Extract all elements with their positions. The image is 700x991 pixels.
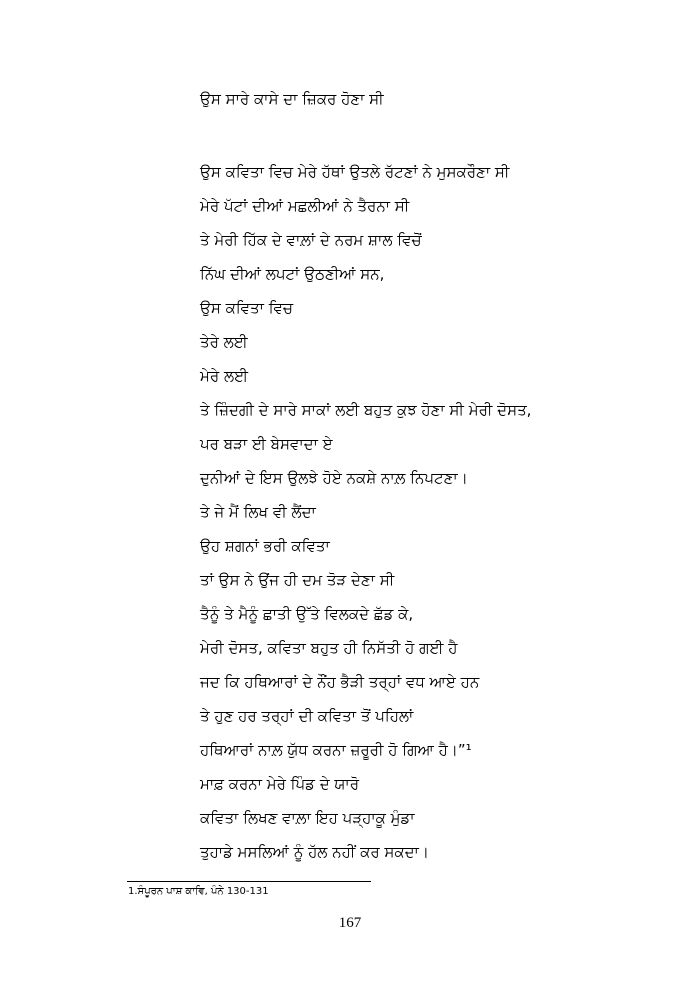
- poem-line: ਤੇਰੇ ਲਈ: [200, 333, 248, 351]
- poem-line: ਮੇਰੇ ਲਈ: [200, 367, 248, 385]
- footnote-divider: [127, 881, 371, 882]
- poem-line: ਤੇ ਮੇਰੀ ਹਿੱਕ ਦੇ ਵਾਲ਼ਾਂ ਦੇ ਨਰਮ ਸ਼ਾਲ ਵਿਚੋਂ: [200, 231, 422, 249]
- page-number: 167: [338, 915, 362, 931]
- poem-line: ਪਰ ਬੜਾ ਈ ਬੇਸਵਾਦਾ ਏ: [200, 435, 333, 453]
- poem-line: ਤੇ ਜ਼ਿੰਦਗੀ ਦੇ ਸਾਰੇ ਸਾਕਾਂ ਲਈ ਬਹੁਤ ਕੁਝ ਹੋਣਾ ਸੀ ਮੇਰੀ ਦੋਸਤ,: [200, 401, 532, 419]
- poem-line: ਮੇਰੀ ਦੋਸਤ, ਕਵਿਤਾ ਬਹੁਤ ਹੀ ਨਿਸੱਤੀ ਹੋ ਗਈ ਹੈ: [200, 639, 458, 657]
- poem-line: ਨਿੱਘ ਦੀਆਂ ਲਪਟਾਂ ਉਠਣੀਆਂ ਸਨ,: [200, 265, 385, 283]
- poem-line: ਉਸ ਕਵਿਤਾ ਵਿਚ: [200, 299, 294, 317]
- footnote: 1.ਸੰਪੂਰਨ ਪਾਸ਼ ਕਾਵਿ, ਪੰਨੇ 130-131: [128, 886, 269, 897]
- poem-line: ਉਸ ਕਵਿਤਾ ਵਿਚ ਮੇਰੇ ਹੱਥਾਂ ਉਤਲੇ ਰੱਟਣਾਂ ਨੇ ਮੁਸਕਰੌਣਾ ਸੀ: [200, 163, 510, 181]
- poem-line: ਤੇ ਹੁਣ ਹਰ ਤਰ੍ਹਾਂ ਦੀ ਕਵਿਤਾ ਤੋਂ ਪਹਿਲਾਂ: [200, 707, 414, 725]
- poem-line: ਜਦ ਕਿ ਹਥਿਆਰਾਂ ਦੇ ਨੌਂਹ ਭੈੜੀ ਤਰ੍ਹਾਂ ਵਧ ਆਏ ਹਨ: [200, 673, 480, 691]
- poem-line: ਉਸ ਸਾਰੇ ਕਾਸੇ ਦਾ ਜ਼ਿਕਰ ਹੋਣਾ ਸੀ: [200, 90, 384, 108]
- poem-line: ਕਵਿਤਾ ਲਿਖਣ ਵਾਲ਼ਾ ਇਹ ਪੜ੍ਹਾਕੂ ਮੁੰਡਾ: [200, 809, 415, 827]
- poem-line: ਹਥਿਆਰਾਂ ਨਾਲ਼ ਯੁੱਧ ਕਰਨਾ ਜ਼ਰੂਰੀ ਹੋ ਗਿਆ ਹੈ।”¹: [200, 741, 472, 759]
- poem-line: ਉਹ ਸ਼ਗਨਾਂ ਭਰੀ ਕਵਿਤਾ: [200, 537, 330, 555]
- poem-line: ਦੁਨੀਆਂ ਦੇ ਇਸ ਉਲਝੇ ਹੋਏ ਨਕਸ਼ੇ ਨਾਲ਼ ਨਿਪਟਣਾ।: [200, 469, 468, 487]
- poem-line: ਤੁਹਾਡੇ ਮਸਲਿਆਂ ਨੂੰ ਹੱਲ ਨਹੀਂ ਕਰ ਸਕਦਾ।: [200, 843, 429, 861]
- poem-line: ਮਾਫ਼ ਕਰਨਾ ਮੇਰੇ ਪਿੰਡ ਦੇ ਯਾਰੋ: [200, 775, 359, 793]
- poem-line: ਤੇ ਜੇ ਮੈਂ ਲਿਖ ਵੀ ਲੈਂਦਾ: [200, 503, 316, 521]
- poem-line: ਤਾਂ ਉਸ ਨੇ ਉਂਜ ਹੀ ਦਮ ਤੋੜ ਦੇਣਾ ਸੀ: [200, 571, 395, 589]
- poem-line: ਮੇਰੇ ਪੱਟਾਂ ਦੀਆਂ ਮਛਲੀਆਂ ਨੇ ਤੈਰਨਾ ਸੀ: [200, 197, 410, 215]
- poem-line: ਤੈਨੂੰ ਤੇ ਮੈਨੂੰ ਛਾਤੀ ਉੱਤੇ ਵਿਲਕਦੇ ਛੱਡ ਕੇ,: [200, 605, 414, 623]
